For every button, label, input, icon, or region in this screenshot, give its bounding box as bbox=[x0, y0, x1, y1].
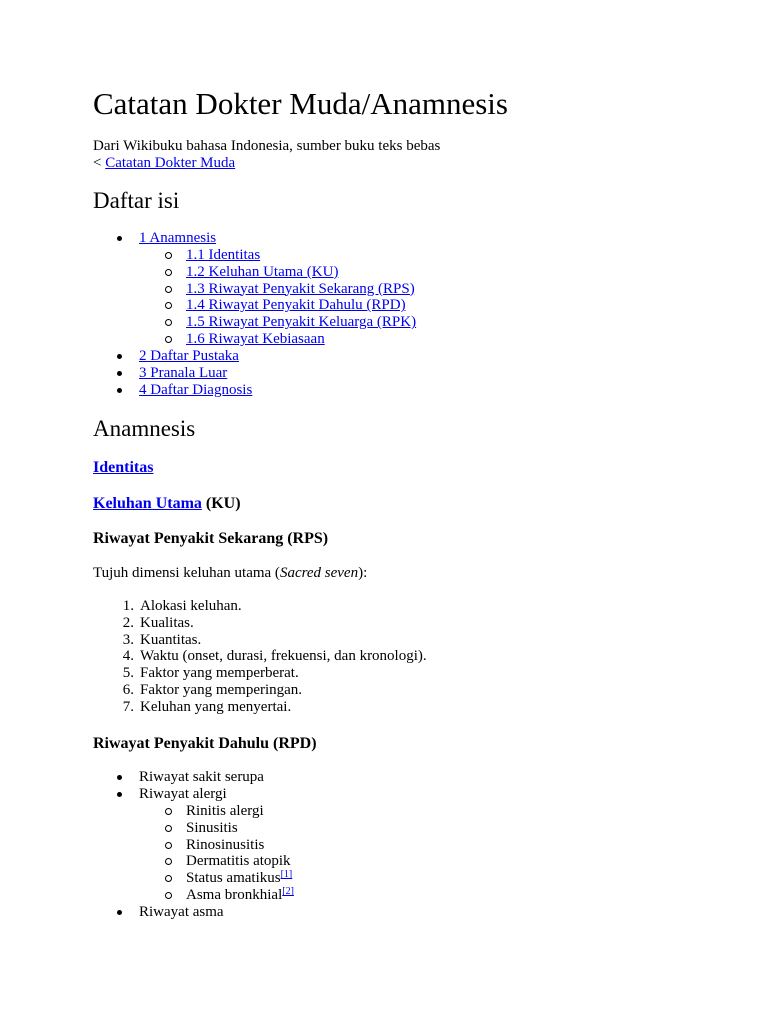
rps-intro-italic: Sacred seven bbox=[279, 565, 359, 581]
list-subitem bbox=[186, 853, 294, 870]
circle-bullet-icon bbox=[165, 825, 172, 832]
toc-link-kebiasaan[interactable]: 1.6 Riwayat Kebiasaan bbox=[186, 330, 325, 347]
list-item bbox=[139, 786, 264, 803]
ku-link[interactable]: Keluhan Utama bbox=[93, 495, 202, 512]
list-item-text: Waktu (onset, durasi, frekuensi, dan kronologi). bbox=[140, 648, 427, 665]
ku-suffix: (KU) bbox=[201, 495, 241, 512]
toc-item bbox=[139, 230, 216, 247]
list-item-text: Rinosinusitis bbox=[186, 836, 265, 853]
bullet-icon bbox=[117, 371, 122, 376]
breadcrumb-prefix: < bbox=[93, 155, 106, 171]
list-number: 3. bbox=[122, 631, 134, 648]
toc-link-pranala[interactable]: 3 Pranala Luar bbox=[139, 364, 228, 381]
breadcrumb bbox=[93, 155, 440, 172]
list-item-text: Faktor yang memperberat. bbox=[140, 665, 299, 682]
circle-bullet-icon bbox=[165, 842, 172, 849]
toc-list bbox=[139, 230, 216, 247]
list-item-text: Dermatitis atopik bbox=[186, 853, 291, 870]
circle-bullet-icon bbox=[165, 286, 172, 293]
toc-subitem bbox=[186, 331, 416, 348]
page-title: Catatan Dokter Muda/Anamnesis bbox=[93, 86, 508, 121]
circle-bullet-icon bbox=[165, 892, 172, 899]
identitas-link[interactable]: Identitas bbox=[93, 459, 154, 476]
toc-link-pustaka[interactable]: 2 Daftar Pustaka bbox=[139, 348, 239, 364]
circle-bullet-icon bbox=[165, 858, 172, 865]
list-item bbox=[122, 631, 427, 649]
list-item-text: Riwayat asma bbox=[139, 904, 224, 920]
list-item-text: Sinusitis bbox=[186, 819, 238, 836]
circle-bullet-icon bbox=[165, 252, 172, 259]
rpd-heading: Riwayat Penyakit Dahulu (RPD) bbox=[93, 735, 317, 752]
bullet-icon bbox=[117, 775, 122, 780]
list-number: 2. bbox=[122, 614, 134, 631]
list-number: 6. bbox=[122, 681, 134, 698]
subtitle-block bbox=[93, 138, 440, 172]
list-item-text: Status amatikus bbox=[186, 870, 281, 887]
rpd-sublist bbox=[186, 803, 294, 904]
list-item-text: Faktor yang memperingan. bbox=[140, 681, 303, 698]
bullet-icon bbox=[117, 354, 122, 359]
list-subitem bbox=[186, 820, 294, 837]
list-number: 7. bbox=[122, 698, 134, 715]
toc-sublist bbox=[186, 247, 416, 348]
toc-subitem bbox=[186, 264, 416, 281]
identitas-heading bbox=[93, 458, 153, 478]
ku-heading bbox=[93, 494, 241, 514]
toc-item bbox=[139, 365, 252, 382]
footnote-link-1[interactable]: [1] bbox=[280, 869, 293, 881]
list-item bbox=[122, 698, 427, 716]
toc-heading: Daftar isi bbox=[93, 188, 180, 213]
toc-subitem bbox=[186, 297, 416, 314]
rpd-list-rest bbox=[139, 904, 224, 921]
toc-subitem bbox=[186, 281, 416, 298]
toc-item bbox=[139, 382, 252, 399]
list-subitem bbox=[186, 870, 294, 887]
list-subitem bbox=[186, 803, 294, 820]
list-item-text: Keluhan yang menyertai. bbox=[140, 698, 292, 715]
list-subitem bbox=[186, 837, 294, 854]
list-item bbox=[122, 681, 427, 699]
section-heading-anamnesis: Anamnesis bbox=[93, 416, 196, 441]
rps-heading: Riwayat Penyakit Sekarang (RPS) bbox=[93, 530, 329, 547]
circle-bullet-icon bbox=[165, 875, 172, 882]
rps-intro bbox=[93, 565, 367, 582]
list-number: 4. bbox=[122, 648, 134, 665]
circle-bullet-icon bbox=[165, 302, 172, 309]
toc-link-ku[interactable]: 1.2 Keluhan Utama (KU) bbox=[186, 263, 339, 280]
list-item-text: Kualitas. bbox=[140, 614, 194, 631]
circle-bullet-icon bbox=[165, 336, 172, 343]
toc-link-rpk[interactable]: 1.5 Riwayat Penyakit Keluarga (RPK) bbox=[186, 314, 417, 331]
toc-link-identitas[interactable]: 1.1 Identitas bbox=[186, 247, 261, 263]
rps-list bbox=[122, 598, 427, 716]
list-item bbox=[122, 665, 427, 682]
list-number: 5. bbox=[122, 665, 134, 682]
toc-link-rps[interactable]: 1.3 Riwayat Penyakit Sekarang (RPS) bbox=[186, 280, 415, 297]
list-item bbox=[122, 598, 427, 615]
bullet-icon bbox=[117, 910, 122, 915]
toc-list-rest bbox=[139, 348, 252, 398]
rps-intro-suffix: ): bbox=[358, 565, 368, 581]
list-item-text: Riwayat alergi bbox=[139, 785, 227, 802]
list-item bbox=[122, 648, 427, 665]
bullet-icon bbox=[117, 792, 122, 797]
list-item-text: Asma bronkhial bbox=[186, 886, 283, 903]
toc-link-rpd[interactable]: 1.4 Riwayat Penyakit Dahulu (RPD) bbox=[186, 297, 406, 314]
list-item bbox=[139, 769, 264, 786]
rps-intro-prefix: Tujuh dimensi keluhan utama ( bbox=[93, 565, 280, 581]
list-item-text: Alokasi keluhan. bbox=[140, 598, 242, 614]
bullet-icon bbox=[117, 236, 122, 241]
circle-bullet-icon bbox=[165, 319, 172, 326]
toc-subitem bbox=[186, 314, 416, 331]
toc-subitem bbox=[186, 247, 416, 264]
list-item bbox=[139, 904, 224, 921]
list-item bbox=[122, 614, 427, 632]
bullet-icon bbox=[117, 388, 122, 393]
subtitle: Dari Wikibuku bahasa Indonesia, sumber buku teks bebas bbox=[93, 138, 441, 154]
list-item-text: Riwayat sakit serupa bbox=[139, 769, 264, 785]
footnote-link-2[interactable]: [2] bbox=[282, 885, 294, 897]
toc-link-anamnesis[interactable]: 1 Anamnesis bbox=[139, 230, 217, 246]
list-item-text: Kuantitas. bbox=[140, 631, 202, 648]
breadcrumb-link[interactable]: Catatan Dokter Muda bbox=[105, 155, 236, 171]
circle-bullet-icon bbox=[165, 808, 172, 815]
toc-link-diagnosis[interactable]: 4 Daftar Diagnosis bbox=[139, 381, 253, 398]
list-subitem bbox=[186, 887, 294, 904]
list-number: 1. bbox=[122, 598, 134, 614]
rpd-list bbox=[139, 769, 264, 803]
list-item-text: Rinitis alergi bbox=[186, 803, 264, 819]
toc-item bbox=[139, 348, 252, 365]
circle-bullet-icon bbox=[165, 269, 172, 276]
